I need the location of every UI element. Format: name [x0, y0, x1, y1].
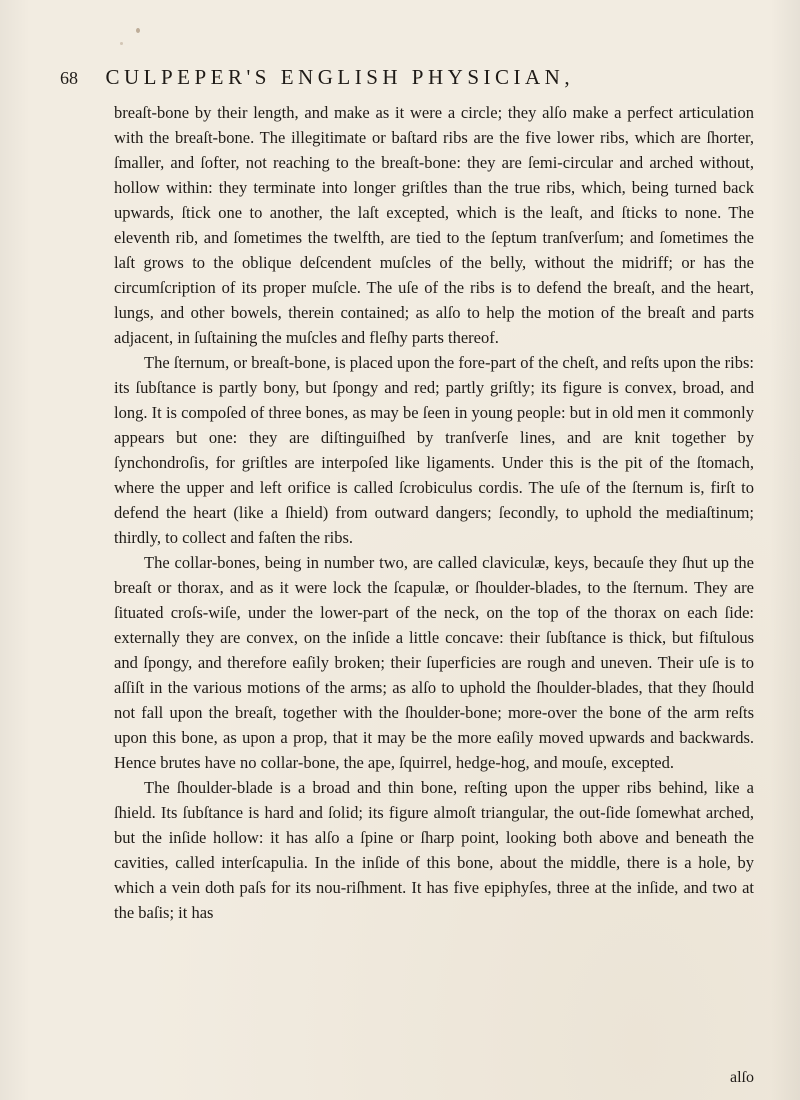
paragraph-shoulder-blade: The ſhoulder-blade is a broad and thin bone, reſting upon the upper ribs behind, like a ſhield. Its ſubſtance is hard and ſolid; its figure almoſt triangular, the out-ſide ſomewhat arched, but the inſide hollow: it has alſo a ſpine or ſharp point, looking both above and beneath the cavities, called interſcapulia. In the inſide of this bone, about the middle, there is a hole, by which a vein doth paſs for its nou-riſhment. It has five epiphyſes, three at the inſide, and two at the baſis; it has [114, 778, 754, 922]
running-head [60, 62, 760, 92]
running-title: CULPEPER'S ENGLISH PHYSICIAN, [105, 65, 575, 89]
page-number: 68 [60, 68, 78, 88]
paragraph-ribs: breaſt-bone by their length, and make as it were a circle; they alſo make a perfect articulation with the breaſt-bone. The illegitimate or baſtard ribs are the five lower ribs, which are ſhorter, ſmaller, and ſofter, not reaching to the breaſt-bone: they are ſemi-circular and arched without, hollow within: they terminate into longer griſtles than the true ribs, which, being turned back upwards, ſtick one to another, the laſt excepted, which is the leaſt, and ſticks to none. The eleventh rib, and ſometimes the twelfth, are tied to the ſeptum tranſverſum; and ſometimes the laſt grows to the oblique deſcendent muſcles of the belly, without the midriff; or has the circumſcription of its proper muſcle. The uſe of the ribs is to defend the breaſt, and the heart, lungs, and other bowels, therein contained; as alſo to help the motion of the breaſt and parts adjacent, in ſuſtaining the muſcles and fleſhy parts thereof. [114, 103, 754, 347]
catchword: alſo [730, 1069, 754, 1086]
body-text [114, 100, 754, 925]
paragraph-sternum: The ſternum, or breaſt-bone, is placed upon the fore-part of the cheſt, and reſts upon the ribs: its ſubſtance is partly bony, but ſpongy and red; partly griſtly; its figure is convex, broad, and long. It is compoſed of three bones, as may be ſeen in young people: but in old men it commonly appears but one: they are diſtinguiſhed by tranſverſe lines, and are knit together by ſynchondroſis, for griſtles are interpoſed like ligaments. Under this is the pit of the ſtomach, where the upper and left orifice is called ſcrobiculus cordis. The uſe of the ſternum is, firſt to defend the heart (like a ſhield) from outward dangers; ſecondly, to uphold the mediaſtinum; thirdly, to collect and faſten the ribs. [114, 353, 754, 547]
paper-stain [136, 28, 140, 33]
paper-stain [120, 42, 123, 45]
paragraph-collar-bones: The collar-bones, being in number two, are called claviculæ, keys, becauſe they ſhut up the breaſt or thorax, and as it were lock the ſcapulæ, or ſhoulder-blades, to the ſternum. They are ſituated croſs-wiſe, under the lower-part of the neck, on the top of the thorax on each ſide: externally they are convex, on the inſide a little concave: their ſubſtance is thick, but fiſtulous and ſpongy, and therefore eaſily broken; their ſuperficies are rough and uneven. Their uſe is to aſſiſt in the various motions of the arms; as alſo to uphold the ſhoulder-blades, that they ſhould not fall upon the breaſt, together with the ſhoulder-bone; more-over the bone of the arm reſts upon this bone, as upon a prop, that it may be the more eaſily moved upwards and backwards. Hence brutes have no collar-bone, the ape, ſquirrel, hedge-hog, and mouſe, excepted. [114, 553, 754, 772]
